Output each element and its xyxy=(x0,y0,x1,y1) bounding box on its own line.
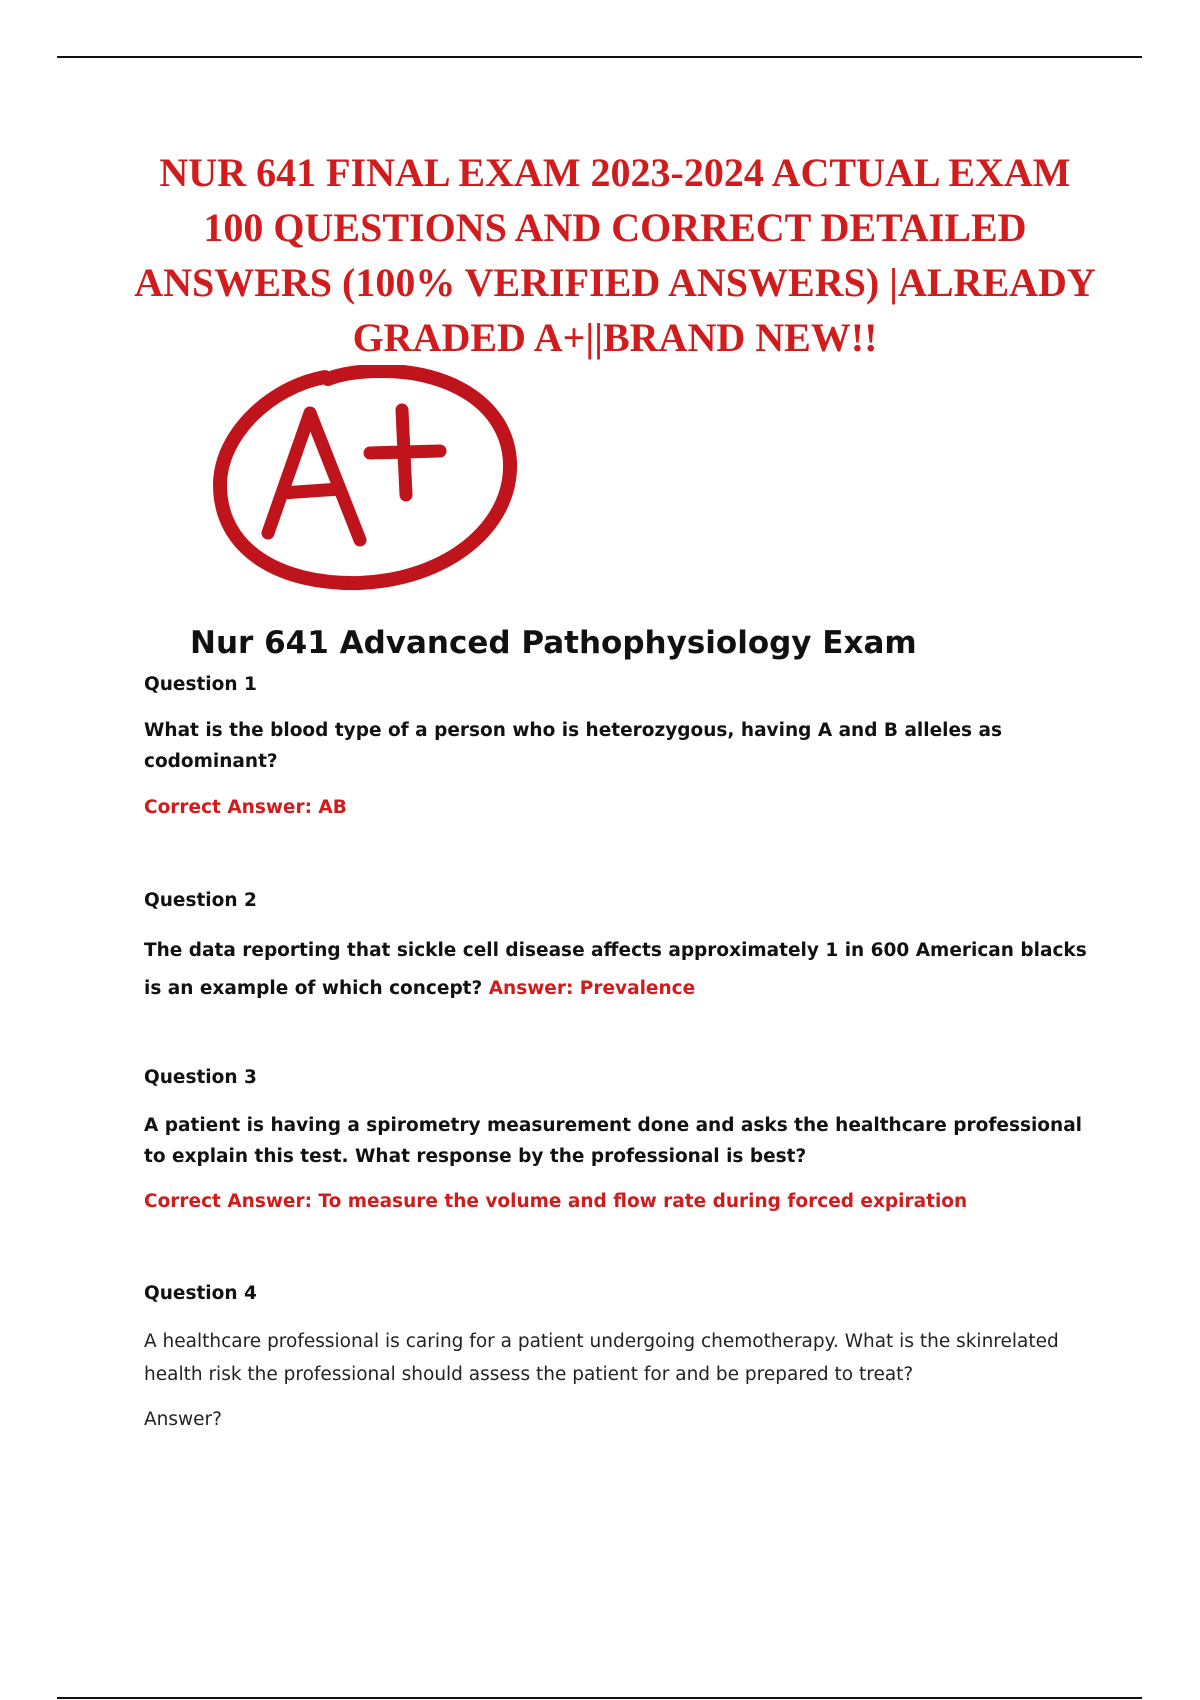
question-1-text: What is the blood type of a person who is heterozygous, having A and B alleles as codominant? xyxy=(144,720,1003,772)
question-1-label: Question 1 xyxy=(144,674,257,695)
question-4-label: Question 4 xyxy=(144,1283,257,1304)
question-4-answer: Answer? xyxy=(144,1409,222,1430)
a-plus-grade-icon xyxy=(210,365,530,615)
document-title: NUR 641 FINAL EXAM 2023-2024 ACTUAL EXAM 100 QUESTIONS AND CORRECT DETAILED ANSWERS (100% VERIFIED ANSWERS) |ALREADY GRADED A+||BRAND NEW!! xyxy=(134,150,1096,360)
question-2-prompt: The data reporting that sickle cell disease affects approximately 1 in 600 American blacks is an example of which concept? xyxy=(144,940,1087,999)
question-3-label: Question 3 xyxy=(144,1067,257,1088)
bottom-rule xyxy=(57,1697,1142,1699)
question-2-label: Question 2 xyxy=(144,890,257,911)
top-rule xyxy=(57,56,1142,58)
question-3-answer: Correct Answer: To measure the volume and flow rate during forced expiration xyxy=(144,1191,968,1212)
question-2-answer: Answer: Prevalence xyxy=(488,978,696,999)
question-4-text: A healthcare professional is caring for a patient undergoing chemotherapy. What is the skinrelated health risk the professional should assess the patient for and be prepared to treat? xyxy=(144,1331,1059,1385)
question-1-answer: Correct Answer: AB xyxy=(144,797,347,818)
question-2-text xyxy=(144,932,1094,1008)
exam-heading: Nur 641 Advanced Pathophysiology Exam xyxy=(190,625,917,661)
question-3-text: A patient is having a spirometry measurement done and asks the healthcare professional to explain this test. What response by the professional is best? xyxy=(144,1115,1083,1167)
